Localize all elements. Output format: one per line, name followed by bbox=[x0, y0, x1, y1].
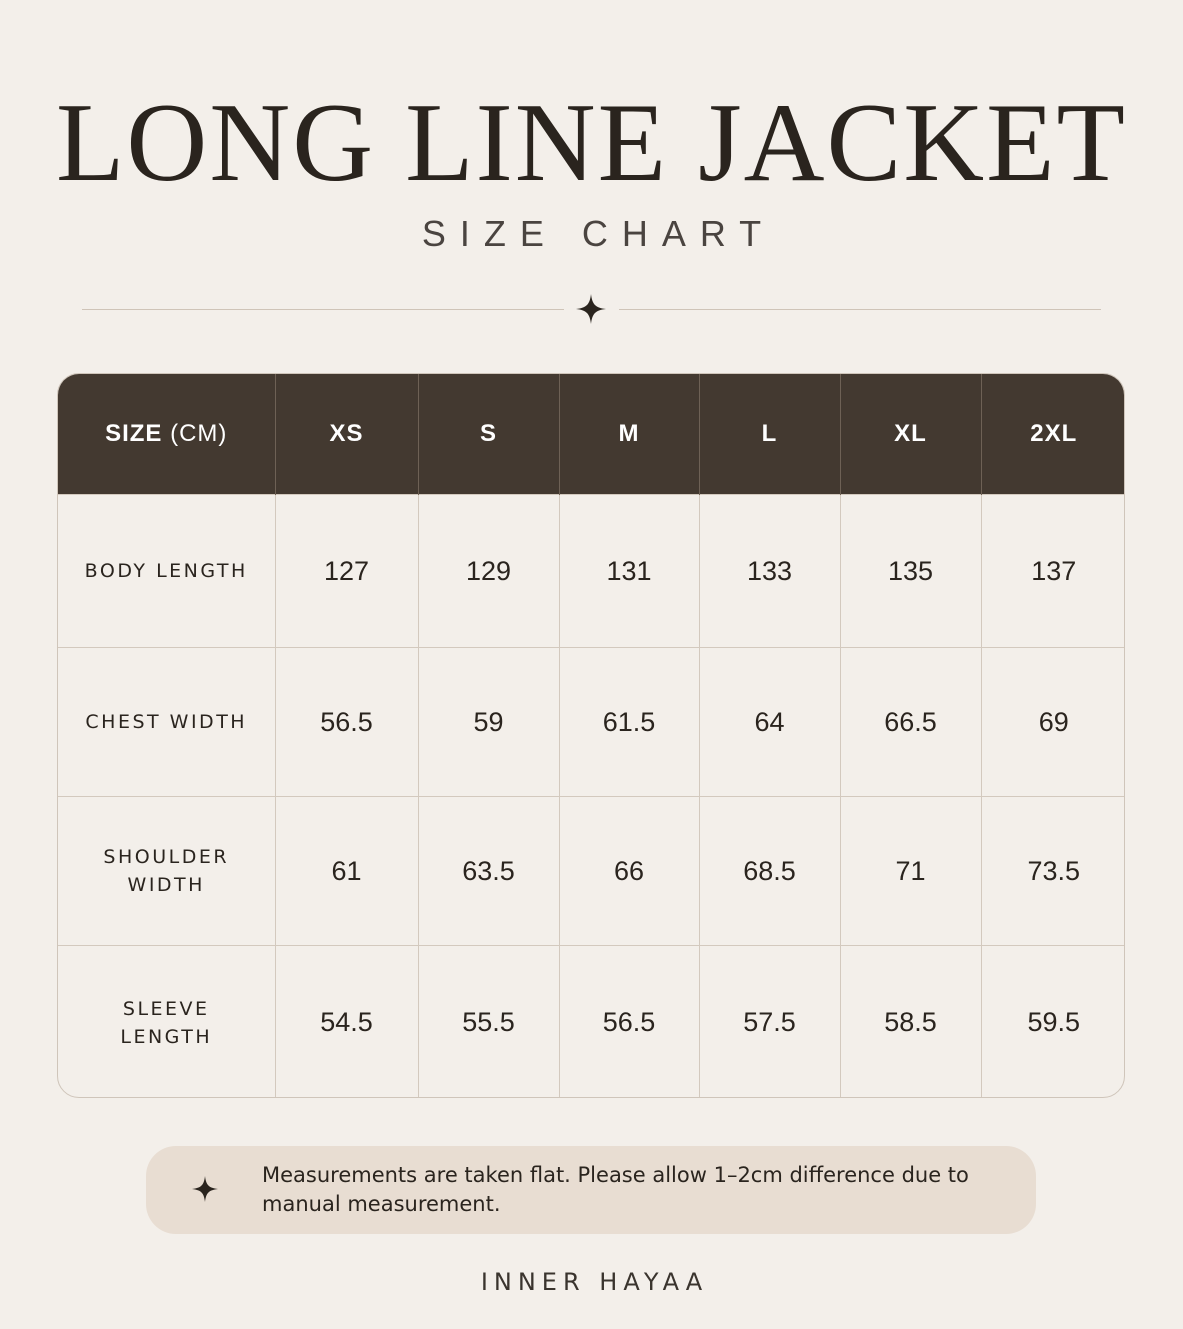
size-table bbox=[58, 374, 1125, 1098]
table-cell: 56.5 bbox=[275, 648, 418, 797]
table-cell: 55.5 bbox=[418, 946, 559, 1099]
page-subtitle: SIZE CHART bbox=[421, 213, 776, 254]
row-label-sleeve-length: SLEEVE LENGTH bbox=[58, 946, 275, 1099]
table-cell: 66 bbox=[559, 797, 699, 946]
table-row bbox=[58, 946, 1125, 1099]
table-cell: 54.5 bbox=[275, 946, 418, 1099]
table-cell: 56.5 bbox=[559, 946, 699, 1099]
page-title: LONG LINE JACKET bbox=[56, 81, 1127, 205]
table-cell: 58.5 bbox=[840, 946, 981, 1099]
four-point-star-icon bbox=[574, 292, 608, 326]
measurement-note bbox=[146, 1146, 1036, 1234]
table-cell: 131 bbox=[559, 495, 699, 648]
table-cell: 57.5 bbox=[699, 946, 840, 1099]
table-cell: 135 bbox=[840, 495, 981, 648]
size-header-2xl: 2XL bbox=[981, 374, 1125, 495]
table-cell: 127 bbox=[275, 495, 418, 648]
table-cell: 61 bbox=[275, 797, 418, 946]
table-cell: 68.5 bbox=[699, 797, 840, 946]
divider-line-left bbox=[82, 309, 564, 310]
table-cell: 64 bbox=[699, 648, 840, 797]
table-cell: 129 bbox=[418, 495, 559, 648]
row-label-body-length: BODY LENGTH bbox=[58, 495, 275, 648]
table-cell: 59.5 bbox=[981, 946, 1125, 1099]
table-row bbox=[58, 495, 1125, 648]
row-label-chest-width: CHEST WIDTH bbox=[58, 648, 275, 797]
size-header-s: S bbox=[418, 374, 559, 495]
size-unit-label: (CM) bbox=[170, 420, 228, 447]
header-row bbox=[58, 374, 1125, 495]
table-row bbox=[58, 648, 1125, 797]
size-header-xs: XS bbox=[275, 374, 418, 495]
table-cell: 137 bbox=[981, 495, 1125, 648]
brand-name: INNER HAYAA bbox=[480, 1268, 709, 1296]
table-row bbox=[58, 797, 1125, 946]
table-cell: 66.5 bbox=[840, 648, 981, 797]
size-header-label: SIZE bbox=[105, 420, 163, 447]
size-header-l: L bbox=[699, 374, 840, 495]
table-cell: 73.5 bbox=[981, 797, 1125, 946]
table-cell: 63.5 bbox=[418, 797, 559, 946]
table-cell: 59 bbox=[418, 648, 559, 797]
size-column-header bbox=[58, 374, 275, 495]
table-cell: 71 bbox=[840, 797, 981, 946]
size-header-xl: XL bbox=[840, 374, 981, 495]
row-label-shoulder-width: SHOULDER WIDTH bbox=[58, 797, 275, 946]
table-cell: 133 bbox=[699, 495, 840, 648]
table-cell: 69 bbox=[981, 648, 1125, 797]
four-point-star-icon bbox=[190, 1174, 220, 1204]
table-cell: 61.5 bbox=[559, 648, 699, 797]
size-header-m: M bbox=[559, 374, 699, 495]
size-table-container bbox=[57, 373, 1125, 1098]
note-text: Measurements are taken flat. Please allow 1–2cm difference due to manual measurement. bbox=[262, 1163, 969, 1216]
divider-line-right bbox=[619, 309, 1101, 310]
